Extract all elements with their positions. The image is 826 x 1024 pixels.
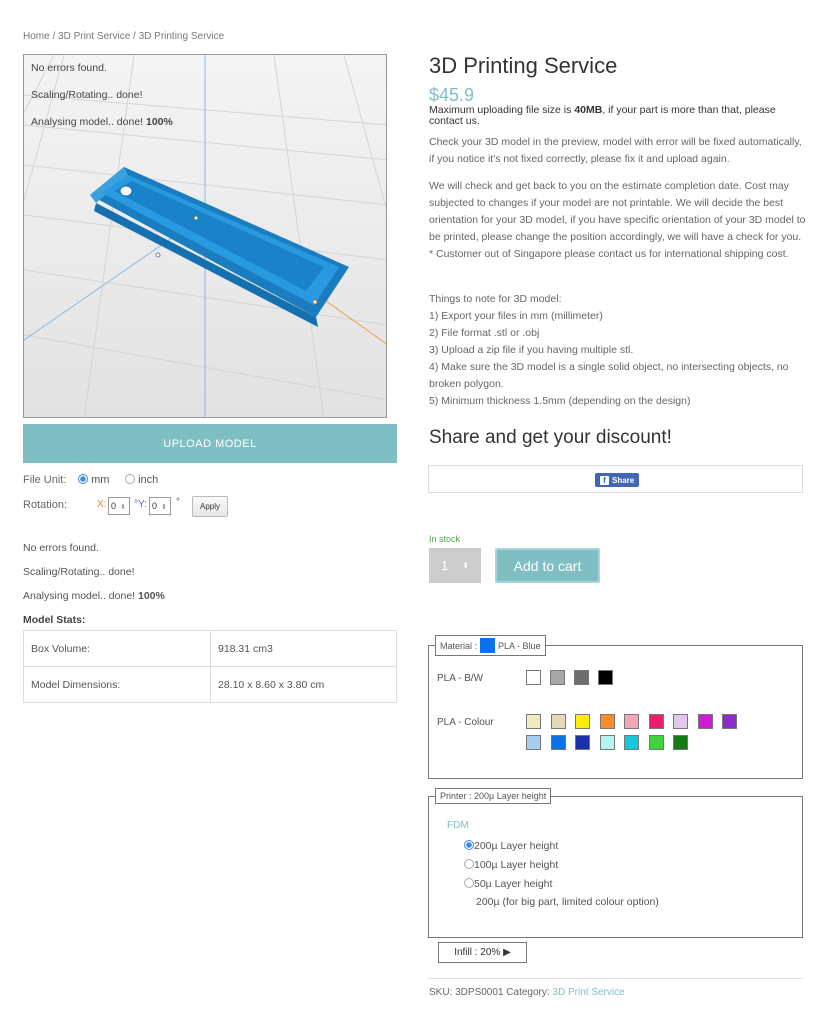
share-title: Share and get your discount! (429, 427, 672, 448)
model-stats-heading: Model Stats: (23, 614, 86, 626)
rotation-deg-label: ° (176, 497, 180, 508)
viewer-progress: 100% (146, 116, 173, 128)
rotation-y-input[interactable]: 0 ⬍ (149, 497, 171, 515)
selected-color-swatch (480, 638, 495, 653)
list-item: 4) Make sure the 3D model is a single solid object, no intersecting objects, no broken polygon. (429, 361, 789, 390)
stat-name: Box Volume: (24, 631, 211, 667)
rotation-y-label: °Y: (134, 499, 147, 510)
viewer-msg-analysing: Analysing model.. done! 100% (31, 116, 173, 128)
max-upload-note: Maximum uploading file size is 40MB, if your part is more than that, please contact us. (429, 104, 776, 127)
model-viewer[interactable] (23, 54, 387, 418)
printer-legend: Printer : 200µ Layer height (435, 788, 551, 804)
material-legend: Material : PLA - Blue (435, 635, 546, 656)
viewer-msg-errors: No errors found. (31, 62, 107, 74)
unit-mm-option[interactable] (78, 474, 109, 486)
stat-name: Model Dimensions: (24, 667, 211, 703)
model-tray (90, 167, 349, 327)
unit-inch-option[interactable] (125, 474, 158, 486)
upload-model-button[interactable]: UPLOAD MODEL (23, 424, 397, 463)
estimate-paragraph: We will check and get back to you on the estimate completion date. Cost may subjected to changes if your model are not printable. We will decide the best orientation for your 3D model, if you have specific orientation of your 3D model to be printed, please change the position accordingly, we will have a check for you. * Customer out of Singapore please contact us for international shipping cost. (429, 178, 809, 263)
color-swatch[interactable] (673, 714, 688, 729)
things-heading: Things to note for 3D model: (429, 293, 562, 305)
color-swatch[interactable] (598, 670, 613, 685)
divider (428, 978, 803, 979)
product-meta: SKU: 3DPS0001 Category: 3D Print Service (429, 987, 625, 998)
rotation-x-label: X: (97, 499, 107, 510)
printer-group-fdm: FDM (447, 820, 469, 831)
radio-200-icon[interactable] (464, 840, 474, 850)
category-link[interactable]: 3D Print Service (552, 987, 625, 998)
printer-note: 200µ (for big part, limited colour option) (476, 896, 659, 908)
shipping-note: * Customer out of Singapore please contact us for international shipping cost. (429, 248, 789, 260)
list-item: 1) Export your files in mm (millimeter) (429, 310, 603, 322)
facebook-share-button[interactable]: f Share (595, 473, 639, 487)
radio-50-icon[interactable] (464, 878, 474, 888)
material-group-colour: PLA - Colour (437, 717, 494, 728)
color-swatch[interactable] (673, 735, 688, 750)
breadcrumb[interactable]: Home / 3D Print Service / 3D Printing Service (23, 31, 225, 42)
printer-option-50[interactable]: 50µ Layer height (464, 878, 552, 890)
color-swatch[interactable] (600, 714, 615, 729)
stat-value: 918.31 cm3 (211, 631, 397, 667)
color-swatch[interactable] (624, 735, 639, 750)
color-swatch[interactable] (575, 735, 590, 750)
model-stats-table (23, 630, 397, 703)
printer-option-100[interactable]: 100µ Layer height (464, 859, 558, 871)
list-item: 3) Upload a zip file if you having multiple stl. (429, 344, 634, 356)
facebook-icon: f (600, 476, 609, 485)
radio-inch-icon[interactable] (125, 474, 135, 484)
msg-progress: 100% (138, 590, 165, 602)
color-swatch[interactable] (551, 714, 566, 729)
color-swatch[interactable] (698, 714, 713, 729)
unit-inch-label: inch (138, 474, 159, 486)
radio-100-icon[interactable] (464, 859, 474, 869)
color-swatch[interactable] (526, 670, 541, 685)
preview-paragraph: Check your 3D model in the preview, model with error will be fixed automatically, if you notice it's not fixed correctly, please fix it and upload again. (429, 136, 802, 165)
color-swatch[interactable] (649, 714, 664, 729)
share-box (428, 465, 803, 493)
list-item: 5) Minimum thickness 1.5mm (depending on the design) (429, 395, 691, 407)
color-swatch[interactable] (550, 670, 565, 685)
things-to-note (429, 291, 809, 410)
file-unit-label: File Unit: (23, 474, 67, 486)
infill-toggle[interactable]: Infill : 20% ▶ (438, 942, 527, 963)
material-box (428, 635, 803, 779)
color-swatch[interactable] (722, 714, 737, 729)
color-swatch[interactable] (649, 735, 664, 750)
color-swatch[interactable] (624, 714, 639, 729)
unit-mm-label: mm (91, 474, 110, 486)
color-swatch[interactable] (526, 714, 541, 729)
stat-value: 28.10 x 8.60 x 3.80 cm (211, 667, 397, 703)
product-price: $45.9 (429, 85, 475, 105)
printer-option-200[interactable]: 200µ Layer height (464, 840, 558, 852)
viewer-msg-scaling: Scaling/Rotating.. done! (31, 89, 143, 101)
add-to-cart-button[interactable]: Add to cart (495, 548, 600, 583)
quantity-stepper[interactable]: 1 ⬍ (429, 548, 481, 583)
viewer-canvas (24, 55, 387, 418)
color-swatch[interactable] (575, 714, 590, 729)
msg-scaling: Scaling/Rotating.. done! (23, 566, 135, 578)
color-swatch[interactable] (526, 735, 541, 750)
table-row (24, 667, 397, 703)
table-row (24, 631, 397, 667)
apply-rotation-button[interactable]: Apply (192, 496, 228, 517)
list-item: 2) File format .stl or .obj (429, 327, 540, 339)
radio-mm-icon[interactable] (78, 474, 88, 484)
product-title: 3D Printing Service (429, 53, 618, 78)
color-swatch[interactable] (551, 735, 566, 750)
stepper-arrows-icon: ⬍ (462, 561, 469, 570)
material-group-bw: PLA - B/W (437, 673, 484, 684)
rotation-x-input[interactable]: 0 ⬍ (108, 497, 130, 515)
msg-errors: No errors found. (23, 542, 99, 554)
color-swatch[interactable] (600, 735, 615, 750)
rotation-label: Rotation: (23, 499, 68, 511)
msg-analysing: Analysing model.. done! 100% (23, 590, 165, 602)
stock-status: In stock (429, 534, 461, 544)
color-swatch[interactable] (574, 670, 589, 685)
